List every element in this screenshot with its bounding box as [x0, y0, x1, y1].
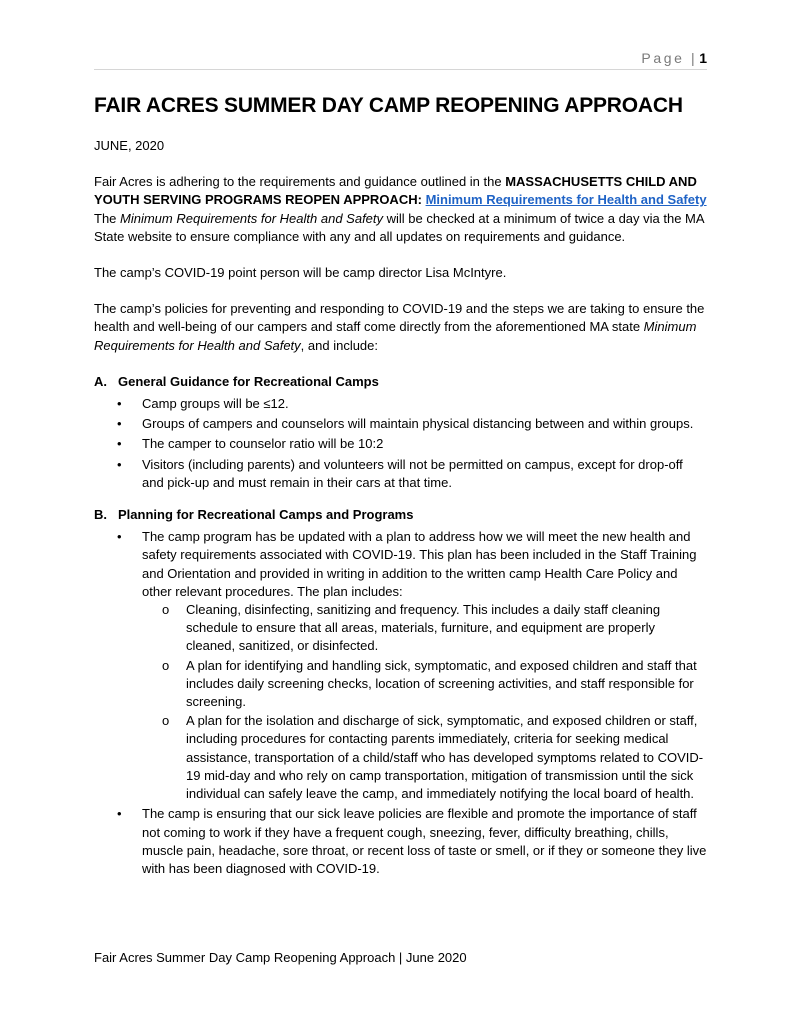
sub-list-item-text: Cleaning, disinfecting, sanitizing and frequency. This includes a daily staff cleaning schedule to ensure that all areas, materials, furniture, and equipment are properly cleaned, sanitized, or disinfected.	[186, 602, 661, 654]
section-b-heading	[94, 506, 707, 524]
sub-list-item-text: A plan for the isolation and discharge of sick, symptomatic, and exposed children or staff, including procedures for contacting parents immediately, criteria for seeking medical assistance, transportation of a child/staff who has developed symptoms related to COVID-19 mid-day and who rely on camp transportation, mitigation of transmission until the sick individual can safely leave the camp, and immediately notifying the local board of health.	[186, 713, 704, 802]
list-item-text: Groups of campers and counselors will maintain physical distancing between and within groups.	[142, 416, 694, 432]
policies-text-end: , and include:	[300, 337, 379, 353]
intro-text-end: will be checked at a minimum of twice a day via the MA State website to ensure compliance with any and all updates on requirements and guidance.	[94, 210, 704, 244]
page-number: 1	[699, 50, 707, 66]
minimum-requirements-link[interactable]: Minimum Requirements for Health and Safety	[425, 192, 707, 208]
list-item-text: The camp program has be updated with a plan to address how we will meet the new health and safety requirements associated with COVID-19. This plan has been included in the Staff Training and Orientation and provided in writing in addition to the written camp Health Care Policy and other relevant procedures. The plan includes:	[142, 529, 697, 599]
section-b-list	[94, 528, 707, 878]
section-a-title: General Guidance for Recreational Camps	[118, 373, 379, 389]
sub-list-item	[142, 712, 707, 803]
document-body	[94, 92, 707, 892]
bullet-icon: •	[117, 416, 122, 432]
section-a-letter: A.	[94, 373, 107, 389]
sub-list-item	[142, 601, 707, 656]
bullet-icon: •	[117, 806, 122, 822]
list-item-text: Camp groups will be ≤12.	[142, 396, 289, 412]
bullet-icon: •	[117, 436, 122, 452]
page-label: Page |	[641, 50, 698, 66]
list-item	[94, 435, 707, 453]
section-b-title: Planning for Recreational Camps and Programs	[118, 507, 414, 523]
section-a-heading	[94, 373, 707, 391]
page-footer: Fair Acres Summer Day Camp Reopening Approach | June 2020	[94, 950, 467, 965]
bullet-icon: •	[117, 529, 122, 545]
intro-paragraph	[94, 173, 707, 246]
circle-bullet-icon: o	[162, 713, 170, 729]
intro-text: Fair Acres is adhering to the requirements and guidance outlined in the	[94, 174, 506, 190]
document-date: JUNE, 2020	[94, 138, 165, 153]
list-item	[94, 805, 707, 878]
list-item-text: The camper to counselor ratio will be 10:2	[142, 436, 384, 452]
policies-paragraph	[94, 300, 707, 355]
document-title: FAIR ACRES SUMMER DAY CAMP REOPENING APPROACH	[94, 94, 683, 117]
list-item-text: The camp is ensuring that our sick leave policies are flexible and promote the importance of staff not coming to work if they have a frequent cough, sneezing, fever, difficulty breathing, chills, muscle pain, headache, sore throat, or recent loss of taste or smell, or if they or someone they live with has been diagnosed with COVID-19.	[142, 806, 707, 876]
plan-sub-list	[142, 601, 707, 803]
bullet-icon: •	[117, 396, 122, 412]
point-person-paragraph: The camp’s COVID-19 point person will be camp director Lisa McIntyre.	[94, 265, 507, 281]
page-header	[641, 50, 707, 66]
policies-text: The camp’s policies for preventing and responding to COVID-19 and the steps we are taking to ensure the health and well-being of our campers and staff come directly from the aforementioned MA state	[94, 301, 705, 335]
sub-list-item	[142, 657, 707, 712]
intro-bold-reference: MASSACHUSETTS CHILD AND YOUTH SERVING PROGRAMS REOPEN APPROACH:	[94, 174, 697, 208]
intro-the: The	[94, 210, 121, 226]
list-item-text: Visitors (including parents) and volunteers will not be permitted on campus, except for drop-off and pick-up and must remain in their cars at that time.	[142, 456, 683, 490]
section-b-letter: B.	[94, 507, 107, 523]
header-divider	[94, 69, 707, 70]
list-item	[94, 395, 707, 413]
circle-bullet-icon: o	[162, 602, 170, 618]
section-a-list	[94, 395, 707, 492]
list-item	[94, 528, 707, 803]
list-item	[94, 456, 707, 492]
list-item	[94, 415, 707, 433]
policies-italic-reference: Minimum Requirements for Health and Safety	[94, 319, 697, 353]
intro-italic-reference: Minimum Requirements for Health and Safety	[120, 210, 384, 226]
sub-list-item-text: A plan for identifying and handling sick, symptomatic, and exposed children and staff that includes daily screening checks, location of screening activities, and staff responsible for screening.	[186, 657, 697, 710]
bullet-icon: •	[117, 456, 122, 472]
circle-bullet-icon: o	[162, 657, 170, 673]
